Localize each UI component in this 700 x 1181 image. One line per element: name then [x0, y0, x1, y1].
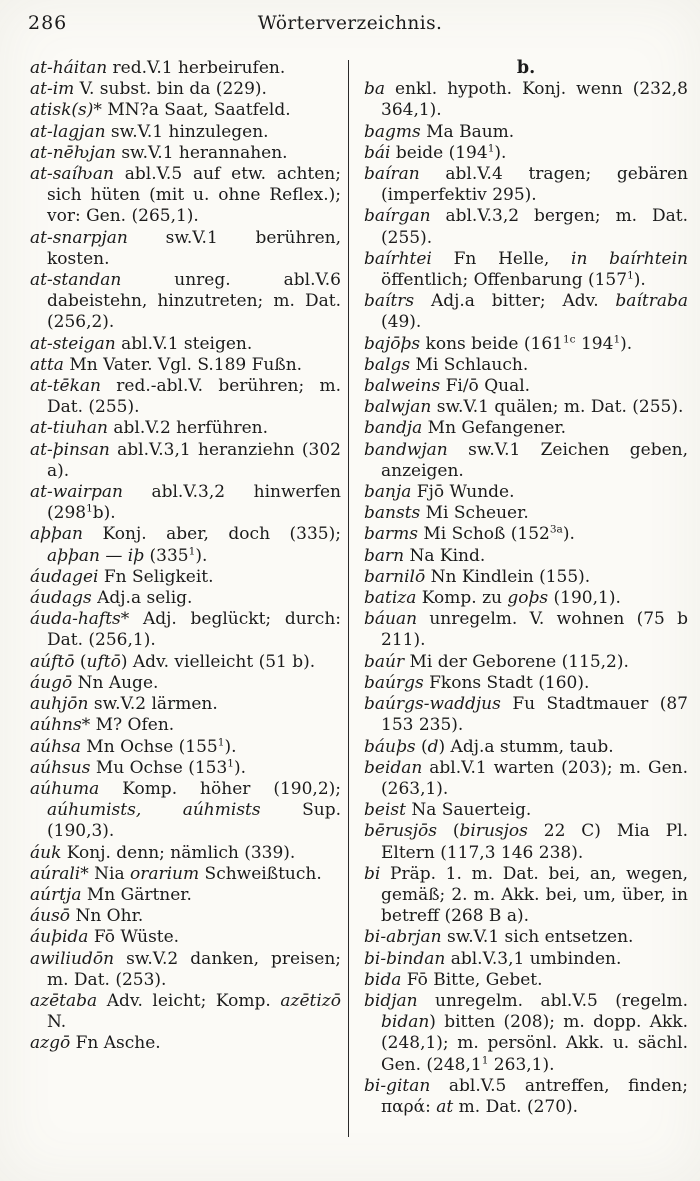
entry-text: ).: [494, 142, 507, 163]
entry-text: aþþan — iþ: [47, 545, 145, 566]
page-number: 286: [28, 12, 68, 34]
entry-text: at: [436, 1096, 454, 1117]
headword: baítrs: [364, 291, 415, 312]
dictionary-entry: [30, 567, 341, 588]
entry-text: Mn Gefangener.: [422, 418, 567, 439]
headword: bandwjan: [364, 439, 448, 460]
headword: balweins: [364, 376, 441, 397]
entry-text: Fn Asche.: [70, 1033, 161, 1054]
headword: beidan: [364, 757, 423, 778]
entry-text: ).: [562, 524, 575, 545]
headword: bái: [364, 142, 391, 163]
dictionary-entry: [30, 949, 341, 991]
entry-text: Mn Ochse (155: [80, 736, 218, 757]
headword: at-þinsan: [30, 439, 110, 460]
entry-text: sw.V.1 hinzulegen.: [105, 121, 269, 142]
headword: at-wairpan: [30, 482, 123, 503]
entry-text: Fjō Wunde.: [411, 482, 515, 503]
superscript-reference: 1: [481, 1053, 489, 1066]
dictionary-entry: [364, 927, 688, 948]
dictionary-entry: [30, 673, 341, 694]
entry-text: sw.V.1 quälen; m. Dat. (255).: [431, 397, 684, 418]
dictionary-entry: [30, 440, 341, 482]
entry-text: sw.V.2 lärmen.: [88, 694, 218, 715]
dictionary-entry: [364, 1076, 688, 1118]
superscript-reference: 1: [627, 269, 634, 282]
entry-text: Fn Helle,: [431, 248, 572, 269]
entry-text: Schweißtuch.: [199, 863, 322, 884]
dictionary-entry: [30, 524, 341, 566]
entry-text: 263,1).: [488, 1054, 555, 1075]
headword: ba: [364, 79, 386, 100]
dictionary-entry: [30, 164, 341, 228]
entry-text: uftō: [86, 651, 121, 672]
headword: aúhsa: [30, 736, 81, 757]
dictionary-entry: [364, 737, 688, 758]
headword: banja: [364, 482, 412, 503]
dictionary-entry: [364, 694, 688, 736]
dictionary-entry: [364, 821, 688, 863]
entry-text: Ma Baum.: [420, 121, 515, 142]
headword: áudagei: [30, 566, 99, 587]
dictionary-entry: [364, 758, 688, 800]
section-letter-header: b.: [516, 58, 536, 78]
superscript-reference: 1: [227, 757, 234, 770]
entry-text: abl.V.3,1 heranziehn (302 a).: [47, 439, 341, 481]
dictionary-entry: [364, 800, 688, 821]
headword: at-im: [30, 79, 75, 100]
entry-text: Konj. denn; nämlich (339).: [61, 842, 296, 863]
entry-text: abl.V.3,1 umbinden.: [445, 948, 622, 969]
entry-text: Komp. zu: [416, 588, 508, 609]
headword: bajōþs: [364, 333, 421, 354]
entry-text: abl.V.1 warten (203); m. Gen. (263,1).: [381, 757, 688, 799]
entry-text: Mi Scheuer.: [420, 503, 529, 524]
right-column: [364, 58, 688, 1118]
dictionary-entry: [30, 927, 341, 948]
headword: atta: [30, 354, 64, 375]
dictionary-entry: [30, 58, 341, 79]
dictionary-entry: [364, 652, 688, 673]
dictionary-entry: [364, 546, 688, 567]
headword: azgō: [30, 1033, 71, 1054]
headword: aúhns*: [30, 715, 91, 736]
dictionary-entry: [30, 228, 341, 270]
entry-text: abl.V.5 antreffen, finden; παρά:: [381, 1075, 688, 1117]
headword: aúrtja: [30, 884, 82, 905]
headword: áusō: [30, 906, 71, 927]
dictionary-entry: [364, 588, 688, 609]
headword: báuan: [364, 609, 418, 630]
entry-text: d: [427, 736, 439, 757]
entry-text: beide (194: [390, 142, 488, 163]
entry-text: abl.V.1 steigen.: [115, 333, 253, 354]
superscript-reference: 1: [613, 332, 621, 345]
headword: baírhtei: [364, 248, 432, 269]
dictionary-entry: [30, 355, 341, 376]
entry-text: Mi Schlauch.: [410, 354, 529, 375]
entry-text: Adv. leicht; Komp.: [97, 990, 281, 1011]
dictionary-entry: [30, 694, 341, 715]
entry-text: Präp. 1. m. Dat. bei, an, wegen, gemäß; 2. m. Akk. bei, um, über, in betreff (268 B a).: [380, 863, 688, 927]
dictionary-entry: [364, 503, 688, 524]
dictionary-entry: [364, 864, 688, 928]
entry-text: enkl. hypoth. Konj. wenn (232,8 364,1).: [381, 79, 688, 121]
dictionary-entry: [364, 249, 688, 291]
dictionary-entry: [30, 609, 341, 651]
headword: balwjan: [364, 397, 432, 418]
headword: at-nēƕjan: [30, 142, 116, 163]
entry-text: abl.V.3,2 bergen; m. Dat. (255).: [381, 206, 688, 248]
headword: at-tiuhan: [30, 418, 108, 439]
entry-text: Mn Gärtner.: [81, 884, 192, 905]
entry-text: baítraba: [615, 291, 688, 312]
entry-text: Fō Bitte, Gebet.: [401, 969, 543, 990]
headword: barms: [364, 524, 418, 545]
headword: baírgan: [364, 206, 431, 227]
entry-text: (: [415, 736, 428, 757]
headword: báuþs: [364, 736, 416, 757]
entry-text: abl.V.4 tragen; gebären (imperfektiv 295).: [381, 164, 688, 206]
dictionary-entry: [364, 970, 688, 991]
headword: auhjōn: [30, 694, 89, 715]
entry-text: Adj.a selig.: [91, 588, 193, 609]
entry-text: Fō Wüste.: [88, 927, 180, 948]
headword: aþþan: [30, 524, 83, 545]
entry-text: Mi der Geborene (115,2).: [404, 651, 629, 672]
headword: áudags: [30, 588, 92, 609]
headword: at-háitan: [30, 58, 108, 78]
dictionary-entry: [30, 779, 341, 843]
headword: beist: [364, 800, 406, 821]
dictionary-entry: [364, 143, 688, 164]
dictionary-entry: [364, 79, 688, 121]
dictionary-entry: [364, 376, 688, 397]
dictionary-entry: [30, 122, 341, 143]
entry-text: in baírhtein: [571, 248, 688, 269]
entry-text: Konj. aber, doch (335);: [82, 524, 341, 545]
headword: bi-bindan: [364, 948, 446, 969]
entry-text: Mi Schoß (152: [418, 524, 550, 545]
entry-text: Adj. beglückt; durch: Dat. (256,1).: [47, 609, 341, 651]
dictionary-entry: [30, 100, 341, 121]
dictionary-entry: [364, 334, 688, 355]
entry-text: abl.V.2 herführen.: [107, 418, 269, 439]
headword: at-saíƕan: [30, 164, 114, 185]
headword: at-tēkan: [30, 376, 101, 397]
entry-text: (: [436, 821, 460, 842]
entry-text: Mu Ochse (153: [90, 757, 228, 778]
entry-text: Adj.a bitter; Adv.: [414, 291, 616, 312]
entry-text: ).: [195, 545, 208, 566]
entry-text: Fi/ō Qual.: [440, 376, 531, 397]
entry-text: birusjos: [459, 821, 528, 842]
headword: bērusjōs: [364, 821, 437, 842]
dictionary-entry: [30, 843, 341, 864]
dictionary-entry: [30, 1033, 341, 1054]
entry-text: b).: [92, 503, 116, 524]
headword: aúftō: [30, 651, 75, 672]
headword: baúrgs: [364, 672, 424, 693]
dictionary-entry: [30, 864, 341, 885]
headword: barnilō: [364, 566, 426, 587]
entry-text: (: [74, 651, 87, 672]
headword: baíran: [364, 164, 420, 185]
entry-text: ).: [224, 736, 237, 757]
dictionary-entry: [364, 524, 688, 545]
entry-text: ).: [233, 757, 247, 778]
dictionary-entry: [30, 79, 341, 100]
entry-text: abl.V.3,2 hinwerfen (298: [47, 482, 341, 524]
entry-text: goþs: [507, 588, 549, 609]
dictionary-entry: [364, 991, 688, 1076]
dictionary-entry: [30, 376, 341, 418]
entry-text: sw.V.1 herannahen.: [115, 142, 288, 163]
dictionary-entry: [30, 715, 341, 736]
headword: baúrgs-waddjus: [364, 694, 501, 715]
entry-text: Fn Seligkeit.: [98, 566, 214, 587]
entry-text: (335: [144, 545, 189, 566]
headword: bidjan: [364, 990, 418, 1011]
entry-text: orarium: [130, 863, 200, 884]
headword: aúhuma: [30, 778, 100, 799]
entry-text: unreg. abl.V.6 dabeistehn, hinzutreten; m. Dat. (256,2).: [47, 270, 341, 333]
entry-text: sw.V.1 berühren, kosten.: [47, 227, 341, 269]
entry-text: ) Adv. vielleicht (51 b).: [120, 651, 316, 672]
headword: balgs: [364, 354, 411, 375]
headword: aúrali*: [30, 863, 89, 884]
dictionary-entry: [364, 418, 688, 439]
entry-text: red.-abl.V. berühren; m. Dat. (255).: [47, 376, 341, 418]
entry-text: Komp. höher (190,2);: [99, 778, 341, 799]
dictionary-entry: [364, 949, 688, 970]
entry-text: 194: [575, 333, 614, 354]
dictionary-entry: [364, 291, 688, 333]
dictionary-entry: [364, 440, 688, 482]
entry-text: sw.V.1 Zeichen geben, anzeigen.: [381, 439, 688, 481]
entry-text: N.: [47, 1012, 67, 1033]
entry-text: Na Sauerteig.: [405, 800, 532, 821]
entry-text: kons beide (161: [420, 333, 563, 354]
dictionary-entry: [30, 482, 341, 524]
dictionary-entry: [364, 482, 688, 503]
headword: azētaba: [30, 990, 98, 1011]
dictionary-entry: [364, 206, 688, 248]
dictionary-entry: [30, 418, 341, 439]
dictionary-entry: [364, 609, 688, 651]
headword: at-snarpjan: [30, 227, 128, 248]
superscript-reference: 3a: [549, 523, 563, 536]
entry-text: Nn Auge.: [72, 672, 159, 693]
entry-text: (49).: [381, 312, 422, 333]
headword: áugō: [30, 672, 73, 693]
headword: at-standan: [30, 270, 122, 291]
column-divider-rule: [348, 60, 349, 1137]
superscript-reference: 1: [487, 142, 495, 155]
left-column: [30, 58, 341, 1055]
headword: at-steigan: [30, 333, 116, 354]
entry-text: M? Ofen.: [90, 715, 175, 736]
entry-text: red.V.1 herbeirufen.: [107, 58, 286, 78]
headword: barn: [364, 545, 405, 566]
headword: bi-abrjan: [364, 927, 442, 948]
dictionary-entry: [30, 270, 341, 334]
entry-text: ).: [620, 333, 633, 354]
entry-text: abl.V.5 auf etw. achten; sich hüten (mit u. ohne Reflex.); vor: Gen. (265,1).: [47, 164, 341, 227]
entry-text: aúhumists, aúhmists: [47, 800, 261, 821]
dictionary-entry: [364, 567, 688, 588]
entry-text: ).: [633, 270, 646, 291]
entry-text: Fkons Stadt (160).: [423, 672, 590, 693]
entry-text: Nn Kindlein (155).: [425, 566, 591, 587]
entry-text: Mn Vater. Vgl. S.189 Fußn.: [63, 354, 303, 375]
headword: áuk: [30, 842, 62, 863]
entry-text: ) Adj.a stumm, taub.: [438, 736, 614, 757]
entry-text: 22 C) Mia Pl. Eltern (117,3 146 238).: [381, 821, 688, 863]
superscript-reference: 1c: [562, 332, 576, 345]
headword: at-lagjan: [30, 121, 106, 142]
dictionary-entry: [30, 991, 341, 1033]
headword: áuda-hafts*: [30, 609, 130, 630]
dictionary-entry: [30, 143, 341, 164]
entry-text: bidan: [381, 1012, 430, 1033]
dictionary-entry: [364, 122, 688, 143]
superscript-reference: 1: [86, 502, 93, 515]
headword: bansts: [364, 503, 421, 524]
headword: atisk(s)*: [30, 100, 102, 121]
headword: bagms: [364, 121, 421, 142]
entry-text: Fu Stadtmauer (87 153 235).: [381, 694, 688, 736]
page-title: Wörterverzeichnis.: [257, 13, 443, 34]
dictionary-entry: [364, 397, 688, 418]
entry-text: MN?a Saat, Saatfeld.: [101, 100, 291, 121]
dictionary-entry: [30, 588, 341, 609]
entry-text: Nia: [88, 863, 130, 884]
entry-text: azētizō: [280, 990, 341, 1011]
headword: bi: [364, 863, 381, 884]
entry-text: öffentlich; Offenbarung (157: [381, 270, 628, 291]
entry-text: sw.V.2 danken, preisen; m. Dat. (253).: [47, 948, 341, 990]
dictionary-entry: [30, 758, 341, 779]
entry-text: Sup. (190,3).: [47, 800, 341, 842]
headword: aúhsus: [30, 757, 91, 778]
entry-text: sw.V.1 sich entsetzen.: [441, 927, 634, 948]
superscript-reference: 1: [188, 545, 196, 558]
superscript-reference: 1: [217, 735, 225, 748]
headword: awiliudōn: [30, 948, 115, 969]
entry-text: V. subst. bin da (229).: [74, 79, 267, 100]
headword: batiza: [364, 588, 417, 609]
entry-text: Nn Ohr.: [70, 906, 144, 927]
headword: bi-gitan: [364, 1075, 431, 1096]
headword: baúr: [364, 651, 405, 672]
dictionary-entry: [30, 885, 341, 906]
dictionary-entry: [364, 673, 688, 694]
dictionary-entry: [30, 906, 341, 927]
headword: áuþida: [30, 927, 89, 948]
headword: bandja: [364, 418, 423, 439]
page-header: [0, 12, 700, 42]
entry-text: unregelm. V. wohnen (75 b 211).: [381, 609, 688, 651]
headword: bida: [364, 969, 402, 990]
entry-text: ) bitten (208); m. dopp. Akk. (248,1); m. persönl. Akk. u. sächl. Gen. (248,1: [381, 1012, 688, 1075]
entry-text: unregelm. abl.V.5 (regelm.: [417, 990, 688, 1011]
dictionary-entry: [30, 334, 341, 355]
dictionary-entry: [30, 737, 341, 758]
dictionary-entry: [30, 652, 341, 673]
entry-text: Na Kind.: [404, 545, 486, 566]
dictionary-entry: [364, 164, 688, 206]
entry-text: (190,1).: [548, 588, 621, 609]
entry-text: m. Dat. (270).: [453, 1096, 579, 1117]
dictionary-entry: [364, 355, 688, 376]
